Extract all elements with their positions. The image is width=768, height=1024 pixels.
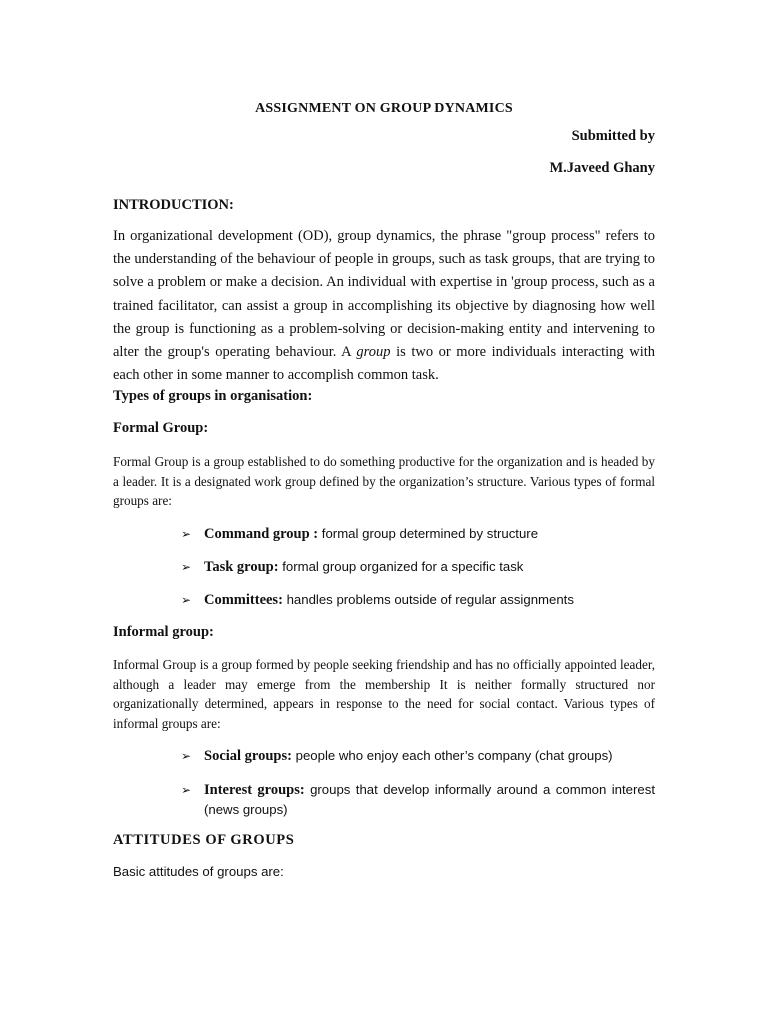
- list-item-desc: groups that develop informally around a common interest (news groups): [204, 782, 655, 817]
- formal-group-paragraph: Formal Group is a group established to do something productive for the organization and is headed by a leader. It is a designated work group defined by the organization’s structure. Various types of formal groups are:: [113, 454, 655, 508]
- document-title: ASSIGNMENT ON GROUP DYNAMICS: [255, 101, 513, 116]
- list-item-desc: people who enjoy each other’s company (chat groups): [291, 748, 613, 763]
- list-item: [181, 590, 655, 610]
- list-item: [181, 780, 655, 820]
- intro-text-part-1: In organizational development (OD), group dynamics, the phrase "group process" refers to the understanding of the behaviour of people in groups, such as task groups, that are trying to solve a problem or make a decision. An individual with expertise in 'group process, such as a trained facilitator, can assist a group in accomplishing its objective by diagnosing how well the group is functioning as a problem-solving or decision-making entity and intervening to alter the group's operating behaviour. A: [113, 228, 655, 361]
- author-name: M.Javeed Ghany: [549, 160, 655, 176]
- arrow-bullet-icon: ➢: [181, 783, 192, 797]
- introduction-paragraph: [113, 225, 655, 387]
- intro-text-part-2: is two or more individuals interacting with each other in some manner to accomplish common task.: [113, 344, 656, 384]
- list-item-label: Command group :: [204, 526, 319, 542]
- attitudes-paragraph: Basic attitudes of groups are:: [113, 864, 284, 879]
- intro-italic-word: group: [356, 344, 391, 361]
- formal-group-heading: Formal Group:: [113, 420, 209, 436]
- list-item-desc: formal group determined by structure: [318, 526, 539, 541]
- list-item-label: Interest groups:: [204, 782, 305, 798]
- arrow-bullet-icon: ➢: [181, 593, 192, 607]
- arrow-bullet-icon: ➢: [181, 749, 192, 763]
- list-item: [181, 746, 655, 766]
- introduction-heading: INTRODUCTION:: [113, 197, 234, 213]
- arrow-bullet-icon: ➢: [181, 527, 192, 541]
- list-item-label: Social groups:: [204, 748, 292, 764]
- list-item-desc: formal group organized for a specific task: [278, 559, 524, 574]
- list-item: [181, 524, 655, 544]
- attitudes-heading: ATTITUDES OF GROUPS: [113, 832, 295, 848]
- types-heading: Types of groups in organisation:: [113, 388, 313, 404]
- arrow-bullet-icon: ➢: [181, 560, 192, 574]
- list-item-desc: handles problems outside of regular assignments: [282, 592, 574, 607]
- list-item-label: Committees:: [204, 592, 283, 608]
- informal-group-heading: Informal group:: [113, 624, 214, 640]
- submitted-by-label: Submitted by: [571, 128, 655, 144]
- list-item-label: Task group:: [204, 559, 279, 575]
- list-item: [181, 557, 655, 577]
- informal-group-paragraph: Informal Group is a group formed by people seeking friendship and has no officially appointed leader, although a leader may emerge from the membership It is neither formally structured nor organizationally determined, appears in response to the need for social contact. Various types of informal groups are:: [113, 657, 655, 731]
